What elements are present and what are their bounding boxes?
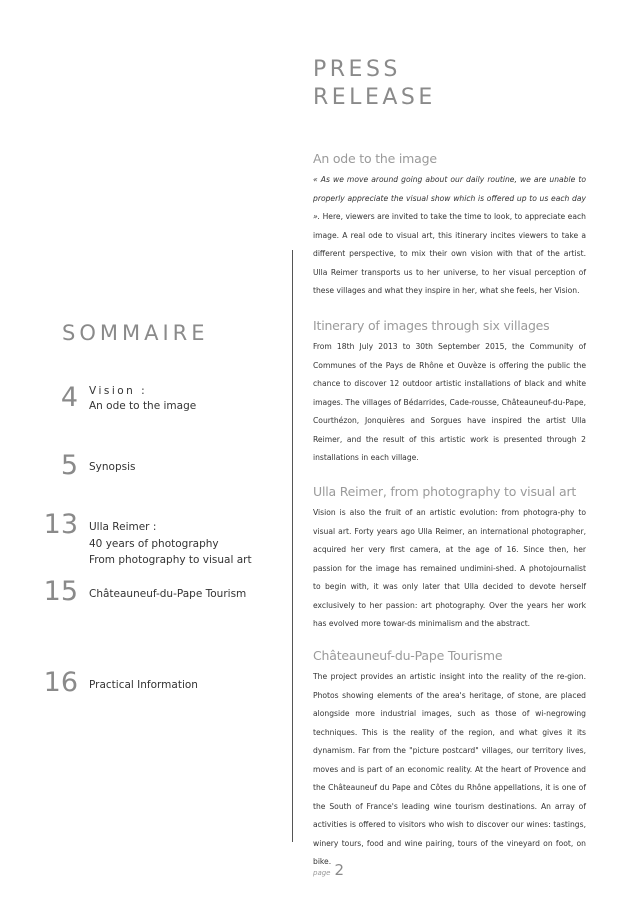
- toc-page-number: 13: [43, 509, 78, 540]
- section-heading: Châteauneuf-du-Pape Tourisme: [313, 648, 503, 663]
- section-text: Here, viewers are invited to take the time to look, to appreciate each image. A real ode to visual art, this itinerary incites viewers to take a different perspective, to mix their own vision with that of the artist. Ulla Reimer transports us to her universe, to her visual perception of these villages and what they inspire in her, what she feels, her Vision.: [313, 212, 586, 295]
- section-body: From 18th July 2013 to 30th September 2015, the Community of Communes of the Pays de Rhône et Ouvèze is offering the public the chance to discover 12 outdoor artistic installations of black and white images. The villages of Bédarrides, Cade-rousse, Châteauneuf-du-Pape, Courthézon, Jonquières and Sorgues have inspired the artist Ulla Reimer, and the result of this artistic work is presented through 2 installations in each village.: [313, 342, 586, 462]
- toc-label: From photography to visual art: [89, 554, 252, 566]
- section-heading: Ulla Reimer, from photography to visual art: [313, 484, 577, 499]
- toc-page-number: 4: [60, 382, 78, 413]
- section-heading: An ode to the image: [313, 151, 437, 166]
- page-number: [313, 860, 344, 879]
- section-body: Vision is also the fruit of an artistic evolution: from photogra-phy to visual art. Forty years ago Ulla Reimer, an international photographer, acquired her very first camera, at the age of 16. Since then, her passion for the image has remained undimini-shed. A photojournalist to begin with, it was only later that Ulla decided to devote herself exclusively to her passion: art photography. Over the years her work has evolved more towar-ds minimalism and the abstract.: [313, 508, 586, 628]
- section-body: The project provides an artistic insight into the reality of the re-gion. Photos showing elements of the area's heritage, of stone, are placed alongside more industrial images, such as those of wi-negrowing techniques. This is the reality of the region, and what gives it its dynamism. Far from the "picture postcard" villages, our territory lives, moves and is part of an economic reality. At the heart of Provence and the Châteauneuf du Pape and Côtes du Rhône appellations, it is one of the South of France's leading wine tourism destinations. An array of activities is offered to visitors who wish to discover our wines: tastings, winery tours, food and wine pairing, tours of the vineyard on foot, on bike.: [313, 672, 586, 866]
- toc-label: An ode to the image: [89, 400, 197, 412]
- page-number-value: 2: [334, 861, 345, 879]
- toc-page-number: 16: [43, 667, 78, 698]
- section-itinerary: [313, 318, 586, 468]
- section-quote: « As we move around going about our daily routine, we are unable to properly appreciate the visual show which is offered up to us each day ».: [313, 175, 586, 221]
- toc-label: Vision :: [89, 385, 148, 397]
- toc-page-number: 15: [43, 576, 78, 607]
- title-line-2: RELEASE: [313, 85, 436, 110]
- sommaire-title: SOMMAIRE: [62, 321, 209, 345]
- section-tourisme: [313, 648, 586, 872]
- toc-page-number: 5: [60, 450, 78, 481]
- section-heading: Itinerary of images through six villages: [313, 318, 550, 333]
- section-ulla-reimer: [313, 484, 586, 634]
- toc-label: 40 years of photography: [89, 538, 219, 550]
- title-line-1: PRESS: [313, 57, 401, 82]
- section-ode-to-the-image: [313, 151, 586, 301]
- page-title: [313, 56, 436, 112]
- toc-label: Synopsis: [89, 461, 136, 473]
- toc-label: Ulla Reimer :: [89, 521, 157, 533]
- toc-label: Châteauneuf-du-Pape Tourism: [89, 588, 247, 600]
- toc-label: Practical Information: [89, 679, 198, 691]
- column-divider: [292, 250, 293, 842]
- page-label: page: [313, 869, 331, 877]
- section-body: [313, 171, 586, 301]
